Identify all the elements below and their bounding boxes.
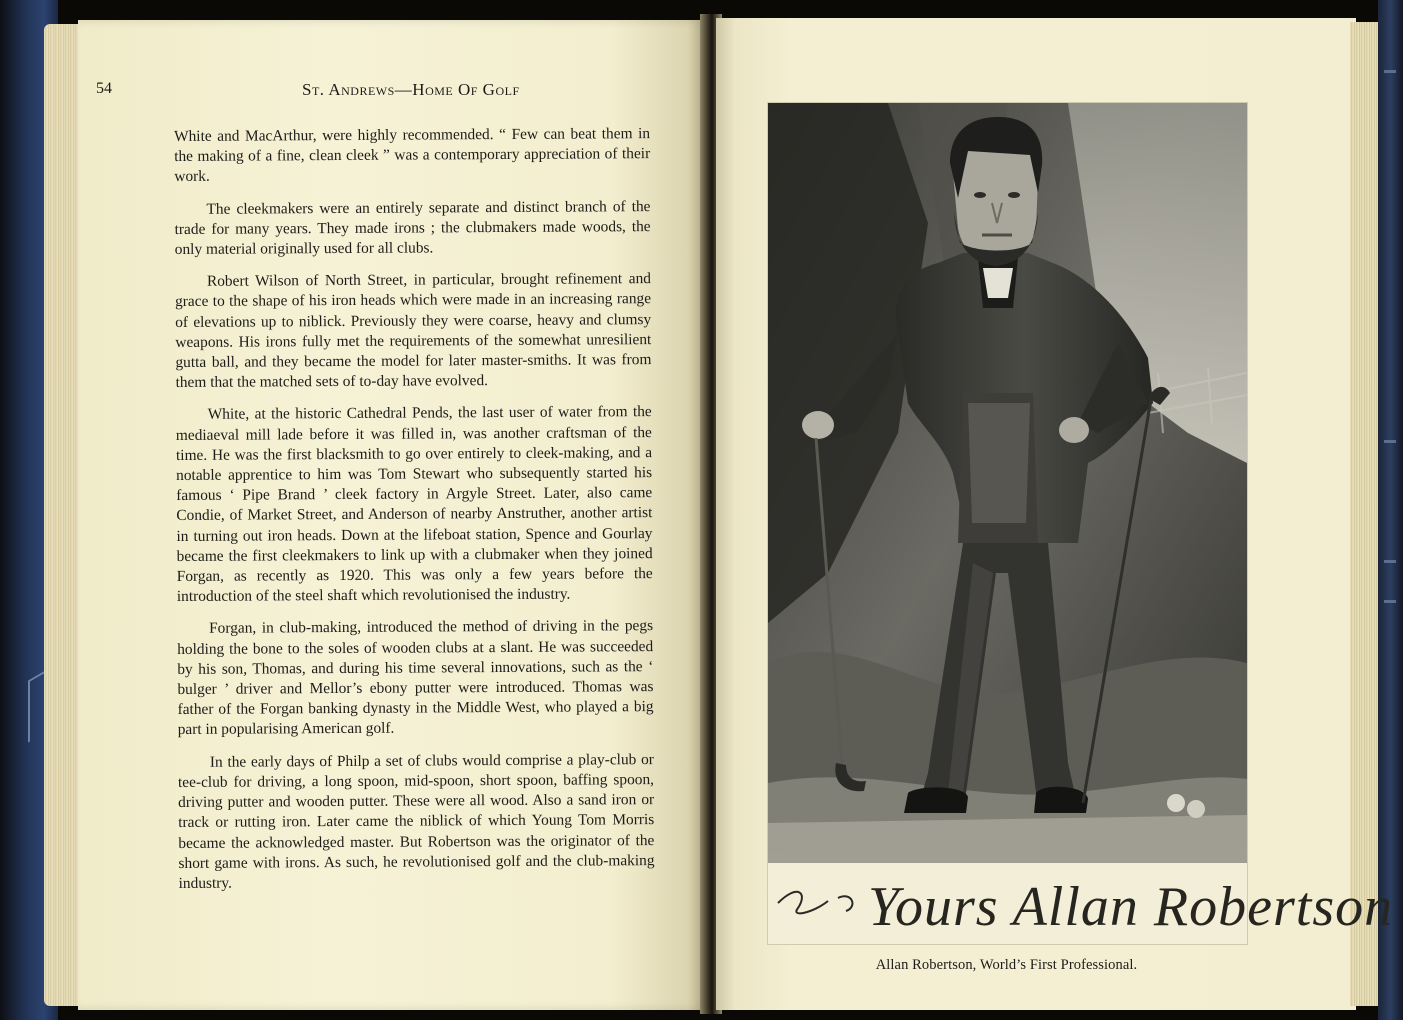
paragraph: The cleekmakers were an entirely separate and distinct branch of the trade for many years. They made irons ; the clubmakers made woods, the only material originally used for all clubs. <box>174 197 651 259</box>
signature-text: Yours Allan Robertson <box>868 876 1394 938</box>
paragraph: In the early days of Philp a set of clubs would comprise a play-club or tee-club for driving, a long spoon, mid-spoon, short spoon, baffing spoon, driving putter and wooden putter. These were all wood. Also a sand iron or track or rutting iron. Later came the niblick of which Young Tom Morris became the acknowledged master. But Robertson was the originator of the short game with irons. As such, he revolutionised golf and the club-making industry. <box>177 750 655 892</box>
paragraph: Forgan, in club-making, introduced the method of driving in the pegs holding the bone to the soles of wooden clubs at a slant. He was succeeded by his son, Thomas, and during his time several innovations, such as the ‘ bulger ’ driver and Mellor’s ebony putter were introduced. Thomas was father of the Forgan banking dynasty in the Middle West, who played a big part in popularising American golf. <box>177 617 654 739</box>
paragraph: Robert Wilson of North Street, in particular, brought refinement and grace to the shape of his iron heads which were made in an increasing range of elevations up to niblick. Previously they were coarse, heavy and clumsy weapons. His irons fully met the requirements of the somewhat unresilient gutta ball, and they became the model for later master-smiths. It was from them that the matched sets of to-day have evolved. <box>175 270 652 392</box>
running-head <box>96 80 656 110</box>
book-cover-right <box>1378 0 1403 1020</box>
page-edges-right <box>1350 22 1380 1006</box>
cover-tick <box>1384 440 1396 443</box>
page-number: 54 <box>96 80 112 97</box>
plate-caption: Allan Robertson, World’s First Professional. <box>875 957 1138 973</box>
cover-tick <box>1384 560 1396 563</box>
page-edges-left <box>44 24 80 1006</box>
cover-tick <box>1384 600 1396 603</box>
cover-tick <box>1384 70 1396 73</box>
portrait-plate <box>767 102 1394 945</box>
paragraph: White, at the historic Cathedral Pends, the last user of water from the mediaeval mill lade before it was filled in, was another craftsman of the time. He was the first blacksmith to go over entirely to cleek-making, and a notable apprentice to him was Tom Stewart who subsequently started his famous ‘ Pipe Brand ’ cleek factory in Argyle Street. Later, also came Condie, of Market Street, and Anderson of nearby Anstruther, another artist in turning out iron heads. Down at the lifeboat station, Spence and Gourlay became the first cleekmakers to link up with a clubmaker when they joined Forgan, as recently as 1920. This was only a few years before the introduction of the steel shaft which revolutionised the industry. <box>175 403 653 606</box>
portrait-illustration <box>768 103 1394 944</box>
cover-emblem <box>28 671 44 742</box>
body-text <box>174 124 655 906</box>
paragraph: White and MacArthur, were highly recommended. “ Few can beat them in the making of a fine, clean cleek ” was a contemporary appreciation of their work. <box>174 125 651 186</box>
running-title: St. Andrews—Home Of Golf <box>302 80 520 99</box>
